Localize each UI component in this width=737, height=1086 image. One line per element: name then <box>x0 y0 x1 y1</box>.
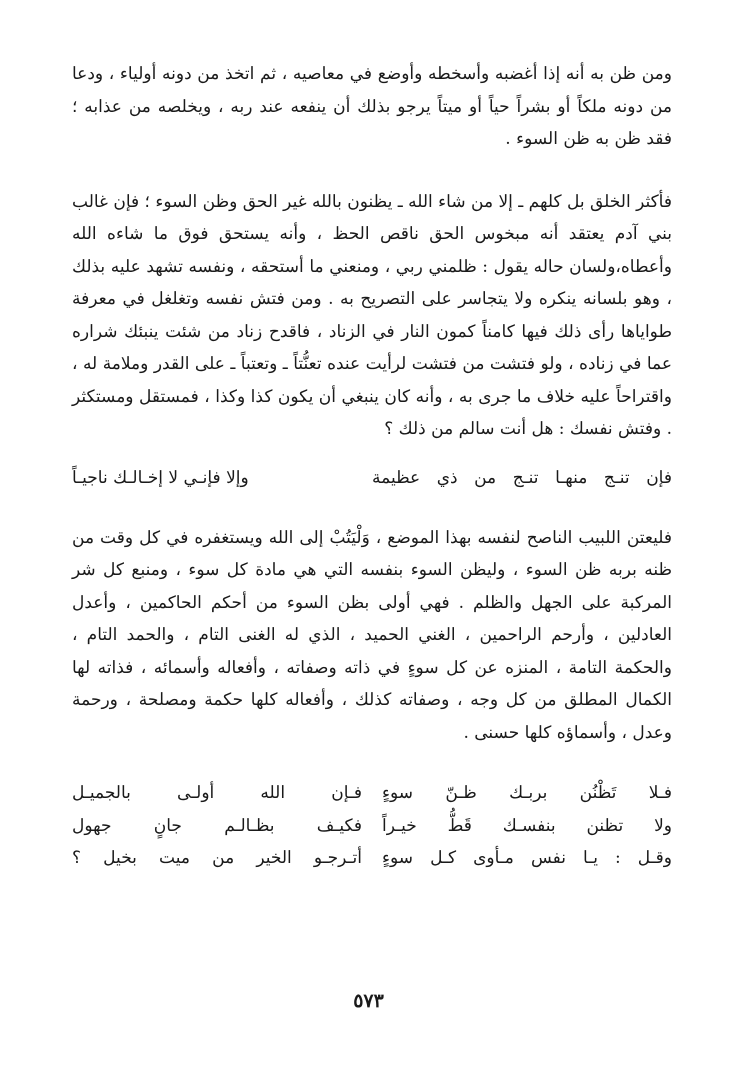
poem-first-hemistich: ولا تظنن بنفسـك قَطُّ خيـراً <box>382 815 672 836</box>
verse-second-hemistich: وإلا فإنـي لا إخـالـك ناجيـاً <box>72 467 249 488</box>
paragraph-3: فليعتن اللبيب الناصح لنفسه بهذا الموضع ، وَلْيَتُبْ إلى الله ويستغفره في كل وقت من ظنه بربه ظن السوء ، وليظن السوء بنفسه التي هي مادة كل سوء ، ومنبع كل شر المركبة على الجهل والظلم . فهي أولى بظن السوء من أحكم الحاكمين ، وأعدل العادلين ، وأرحم الراحمين ، الغني الحميد ، الذي له الغنى التام ، والحمد التام ، والحكمة التامة ، المنزه عن كل سوءٍ في ذاته وصفاته ، وأفعاله وأسمائه ، فذاته لها الكمال المطلق من كل وجه ، وصفاته كذلك ، وأفعاله كلها حكمة ومصلحة ، ورحمة وعدل ، وأسماؤه كلها حسنى . <box>72 527 672 743</box>
poem-line <box>72 810 672 843</box>
poem-line <box>72 777 672 810</box>
page-number: ٥٧٣ <box>353 990 384 1012</box>
verse-line <box>72 462 672 494</box>
poem-second-hemistich: أتـرجـو الخير من ميت بخيل ؟ <box>72 848 362 868</box>
paragraph-1: ومن ظن به أنه إذا أغضبه وأسخطه وأوضع في معاصيه ، ثم اتخذ من دونه أولياء ، ودعا من دونه ملكاً أو بشراً حياً أو ميتاً يرجو بذلك أن ينفعه عند ربه ، ويخلصه من عذابه ؛ فقد ظن به ظن السوء . <box>72 64 672 149</box>
poem-second-hemistich: فـإن الله أولـى بالجميـل <box>72 783 362 803</box>
poem-second-hemistich: فكيـف بظـالـم جانٍ جهول <box>72 815 362 836</box>
paragraph-2: فأكثر الخلق بل كلهم ـ إلا من شاء الله ـ يظنون بالله غير الحق وظن السوء ؛ فإن غالب بني آدم يعتقد أنه مبخوس الحق ناقص الحظ ، وأنه يستحق فوق ما شاءه الله وأعطاه،ولسان حاله يقول : ظلمني ربي ، ومنعني ما أستحقه ، ونفسه تشهد عليه بذلك ، وهو بلسانه ينكره ولا يتجاسر على التصريح به . ومن فتش نفسه وتغلغل في معرفة طواياها رأى ذلك فيها كامناً كمون النار في الزناد ، فاقدح زناد من شئت ينبئك شراره عما في زناده ، ولو فتشت من فتشت لرأيت عنده تعنُّتاً ـ وتعتباً ـ على القدر وملامة له ، واقتراحاً عليه خلاف ما جرى به ، وأنه كان ينبغي أن يكون كذا وكذا ، فمستقل ومستكثر . وفتش نفسك : هل أنت سالم من ذلك ؟ <box>72 191 672 439</box>
poem-first-hemistich: وقـل : يـا نفس مـأوى كـل سوءٍ <box>382 848 672 868</box>
poem <box>72 777 672 875</box>
verse-first-hemistich: فإن تنـج منهـا تنـج من ذي عظيمة <box>372 467 672 488</box>
poem-line <box>72 842 672 875</box>
page-body <box>72 58 672 875</box>
poem-first-hemistich: فـلا تَظْنُن بربـك ظـنّ سوءٍ <box>382 783 672 803</box>
